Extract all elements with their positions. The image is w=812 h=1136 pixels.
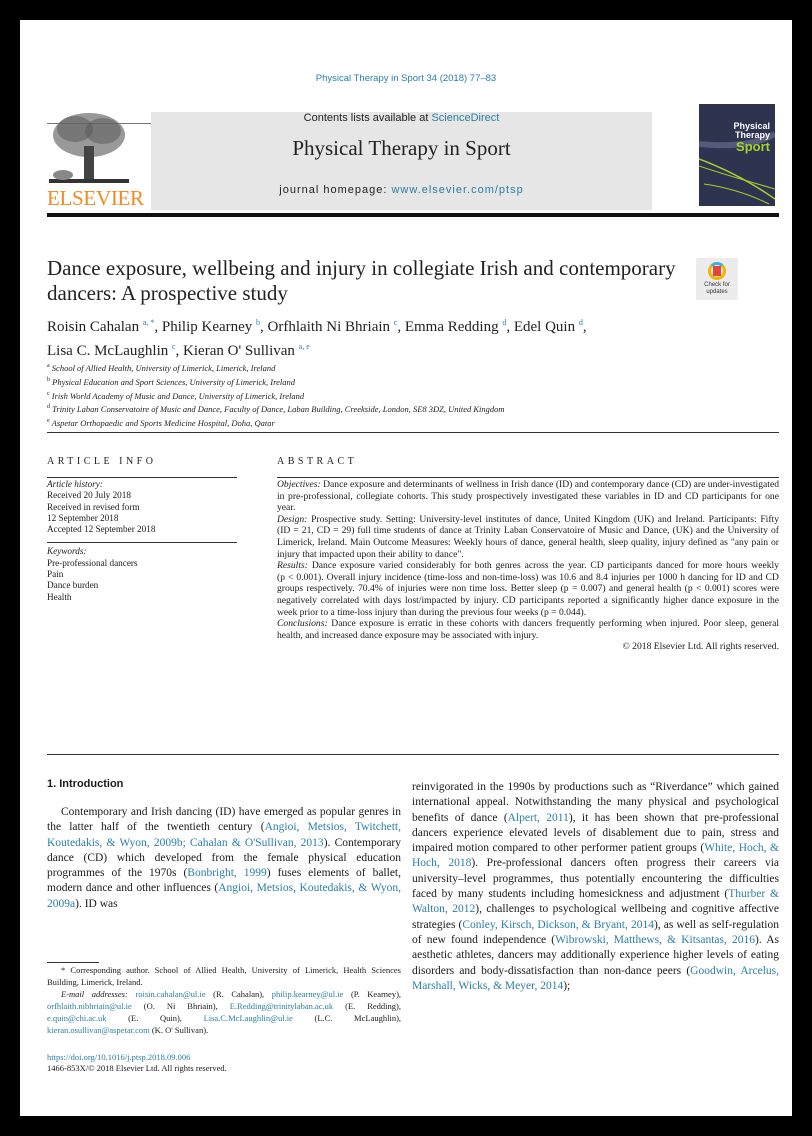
author[interactable]: Lisa C. McLaughlin $^c$ [47,342,176,359]
abstract-heading: ABSTRACT [277,456,358,467]
abstract-conclusions: Conclusions: Dance exposure is erratic in these cohorts with dancers frequently performing when injured. Poor sleep, general health, and increased dance exposure may be associated with injury. [277,618,779,641]
citation-link[interactable]: Alpert, 2011 [507,811,569,824]
citation-link[interactable]: Goodwin, Arcelus, Marshall, Wicks, & Meyer, 2014 [412,964,780,992]
article-info-heading: ARTICLE INFO [47,456,157,467]
keywords-rule [47,542,237,543]
doi-block [47,1052,227,1074]
abstract-copyright: © 2018 Elsevier Ltd. All rights reserved. [622,641,779,653]
journal-cover-image[interactable] [699,104,775,206]
cover-title: Physical Therapy Sport [733,121,770,154]
keyword: Health [47,591,72,602]
abstract-body [277,479,779,653]
affiliation: $^c$ Irish World Academy of Music and Dance, University of Limerick, Ireland [47,390,305,401]
affiliation: $^b$ Physical Education and Sport Sciences, University of Limerick, Ireland [47,376,295,387]
author-list: Roisin Cahalan $^{a, *}$, Philip Kearney $^b$, Orfhlaith Ni Bhriain $^c$, Emma Redding $^d$, Edel Quin $^d$, Lisa C. McLaughlin $^c$, Kieran O' Sullivan $^{a, e}$ [47,318,587,359]
email-addresses: E-mail addresses: roisin.cahalan@ul.ie (R. Cahalan), philip.kearney@ul.ie (P. Kearney), orfhlaith.nibhriain@ul.ie (O. Ni Bhriain), E.Redding@trinitylaban.ac.uk (E. Redding), e.quin@chi.ac.uk (E. Quin), Lisa.C.McLaughlin@ul.ie (L.C. McLaughlin), kieran.osullivan@aspetar.com (K. O' Sullivan). [47,989,402,1035]
issn-copyright: 1466-853X/© 2018 Elsevier Ltd. All rights reserved. [47,1063,227,1073]
history-item: Received in revised form [47,501,140,512]
author[interactable]: Edel Quin $^d$ [513,318,583,335]
email-link[interactable]: e.quin@chi.ac.uk [47,1013,107,1023]
abstract-rule [277,477,779,478]
author[interactable]: Kieran O' Sullivan $^{a, e}$ [183,342,310,359]
journal-citation-link[interactable]: Physical Therapy in Sport 34 (2018) 77–83 [315,73,497,84]
introduction-right-column: reinvigorated in the 1990s by productions such as “Riverdance” which gained international appeal. Notwithstanding the many physical and psychological benefits of dance (Alpert, 2011), it has been shown that pre-professional dancers experience elevated levels of disablement due to pain, stress and impaired motion compared to other performer patient groups (White, Hoch, & Hoch, 2018). Pre-professional dancers often progress their careers via university–level programmes, thus potentially encountering the difficulties faced by many students including homesickness and adjustment (Thurber & Walton, 2012), challenges to psychological wellbeing and cognitive affective strategies (Conley, Kirsch, Dickson, & Bryant, 2014), as well as self-regulation of new found independence (Wibrowski, Matthews, & Kitsantas, 2016). As aesthetic athletes, dancers may additionally experience higher levels of eating disorders and body-dissatisfaction than non-dance peers (Goodwin, Arcelus, Marshall, Wicks, & Meyer, 2014); [412,781,780,992]
citation-link[interactable]: Conley, Kirsch, Dickson, & Bryant, 2014 [462,918,654,931]
email-link[interactable]: philip.kearney@ul.ie [271,989,344,999]
footnotes [47,964,401,1036]
keyword: Pain [47,569,64,580]
check-for-updates-button[interactable]: Check for updates [696,258,738,300]
history-label: Article history: [47,479,103,489]
keyword: Dance burden [47,580,99,591]
article-info [47,479,237,603]
citation-link[interactable]: Thurber & Walton, 2012 [412,888,779,916]
email-link[interactable]: kieran.osullivan@aspetar.com [47,1025,150,1035]
affiliation: $^d$ Trinity Laban Conservatoire of Music and Dance, Faculty of Dance, Laban Building, Creekside, London, SE8 3DZ, United Kingdom [47,404,505,415]
citation-link[interactable]: Angioi, Metsios, Koutedakis, & Wyon, 2009a [47,882,401,910]
keywords-label: Keywords: [47,546,87,557]
introduction-left-column: Contemporary and Irish dancing (ID) have emerged as popular genres in the latter half of the twentieth century (Angioi, Metsios, Twitchett, Koutedakis, & Wyon, 2009b; Cahalan & O'Sullivan, 2013). Contemporary dance (CD) which developed from the female physical education programmes of the 1970s (Bonbright, 1999) fuses elements of ballet, modern dance and other influences (Angioi, Metsios, Koutedakis, & Wyon, 2009a). ID was [47,806,401,910]
email-link[interactable]: orfhlaith.nibhriain@ul.ie [47,1001,132,1011]
citation-link[interactable]: Angioi, Metsios, Twitchett, Koutedakis, & Wyon, 2009b; Cahalan & O'Sullivan, 2013 [47,821,401,849]
citation-link[interactable]: White, Hoch, & Hoch, 2018 [412,842,779,870]
elsevier-logo[interactable] [47,111,144,211]
author[interactable]: Orfhlaith Ni Bhriain $^c$ [267,318,398,335]
article-info-rule [47,477,237,478]
citation-link[interactable]: Bonbright, 1999 [187,867,267,880]
journal-homepage-link[interactable]: www.elsevier.com/ptsp [391,184,524,196]
abstract-design: Design: Prospective study. Setting: University-level institutes of dance, United Kingdom (UK) and Ireland. Participants: Fifty (ID = 21, CD = 29) full time students of dance at Trinity Laban Conservatoire of Music and Dance, (UK) and the University of Limerick, Ireland. Main Outcome Measures: Weekly hours of dance, general health, sleep quality, injury defined as "any pain or injury that impacted upon their ability to dance". [277,513,779,560]
affiliation: $^a$ School of Allied Health, University of Limerick, Limerick, Ireland [47,362,276,373]
header-thick-rule [47,213,779,217]
article-page [20,20,792,1116]
journal-title: Physical Therapy in Sport [292,136,511,160]
author[interactable]: Philip Kearney $^b$ [161,318,261,335]
doi-link[interactable]: https://doi.org/10.1016/j.ptsp.2018.09.006 [47,1052,191,1062]
affiliations [47,360,787,429]
footnote-rule [47,962,99,963]
history-item: Received 20 July 2018 [47,490,131,501]
email-link[interactable]: Lisa.C.McLaughlin@ul.ie [203,1013,293,1023]
cover-swoosh-graphic [699,104,775,206]
author[interactable]: Emma Redding $^d$ [404,318,507,335]
history-item: Accepted 12 September 2018 [47,524,156,535]
abstract-objectives: Objectives: Dance exposure and determinants of wellness in Irish dance (ID) and contemporary dance (CD) are under-investigated in pre-professional, collegiate cohorts. This study prospectively investigated these variables in ID and CD participants for one year. [277,479,779,514]
introduction-heading: 1. Introduction [47,778,124,790]
bookmark-icon [713,266,721,276]
section-rule [47,432,779,433]
homepage-line: journal homepage: www.elsevier.com/ptsp [279,184,524,196]
article-title: Dance exposure, wellbeing and injury in collegiate Irish and contemporary dancers: A prospective study [47,256,676,305]
keyword: Pre-professional dancers [47,557,138,568]
elsevier-tree-icon [49,111,129,186]
corresponding-author-note: * Corresponding author. School of Allied Health, University of Limerick, Health Sciences Building, Limerick, Ireland. [47,965,401,987]
email-link[interactable]: roisin.cahalan@ul.ie [135,989,206,999]
abstract-results: Results: Dance exposure varied considerably for both genres across the year. CD participants danced for more hours weekly (p < 0.001). Overall injury incidence (time-loss and non-time-loss) was 10.6 and 8.4 injuries per 1000 h dancing for ID and CD groups respectively. 70.4% of injuries were non time loss. Better sleep (p = 0.007) and general health (p < 0.001) scores were negatively correlated with days lost/impacted by injury. CD participants reported a significantly higher dance exposure in the week prior to a time-loss injury than during the previous four weeks (p = 0.044). [277,560,779,618]
history-item: 12 September 2018 [47,512,119,523]
contents-line: Contents lists available at ScienceDirect [303,112,500,124]
body-rule [47,754,779,755]
elsevier-wordmark: ELSEVIER [47,186,144,210]
email-link[interactable]: E.Redding@trinitylaban.ac.uk [229,1001,334,1011]
author[interactable]: Roisin Cahalan $^{a, *}$ [47,318,155,335]
affiliation: $^e$ Aspetar Orthopaedic and Sports Medicine Hospital, Doha, Qatar [47,418,275,429]
sciencedirect-link[interactable]: ScienceDirect [431,112,500,124]
citation-link[interactable]: Wibrowski, Matthews, & Kitsantas, 2016 [555,933,755,946]
journal-banner [151,112,652,210]
